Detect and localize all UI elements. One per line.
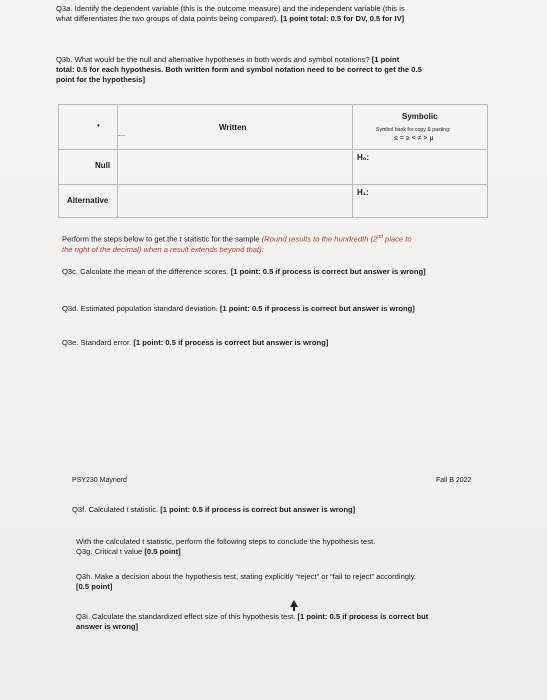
- q3e-text: Q3e. Standard error. [1 point: 0.5 if process is correct but answer is wrong]: [62, 338, 329, 347]
- written-header: Written: [219, 123, 247, 132]
- q3h-text: Q3h. Make a decision about the hypothesis test, stating explicitly “reject” or “fail to reject” accordingly. [0.5 point]: [76, 572, 417, 591]
- symbol-bank[interactable]: ≤ = ≥ < ≠ > μ: [394, 135, 434, 142]
- q3b-line3: point for the hypothesis]: [56, 75, 146, 84]
- q3b-line2: total: 0.5 for each hypothesis. Both written form and symbol notation need to be correct to get the 0.5: [56, 65, 422, 74]
- null-written-cell[interactable]: [118, 150, 352, 184]
- h1-label: H₁:: [357, 188, 369, 197]
- hypothesis-table: [58, 104, 488, 218]
- q3a-points: [1 point total: 0.5 for DV, 0.5 for IV]: [280, 14, 405, 23]
- table-corner-dot: •: [97, 121, 100, 130]
- symbol-bank-label: Symbol bank for copy & pasting:: [376, 127, 451, 133]
- q3a-text: [56, 4, 536, 24]
- q3a-line1: Q3a. Identify the dependent variable (this is the outcome measure) and the independent variable (this is: [56, 4, 405, 13]
- q3b-line1: Q3b. What would be the null and alternative hypotheses in both words and symbol notations? [1 point: [56, 55, 400, 64]
- q3c-text: Q3c. Calculate the mean of the difference scores. [1 point: 0.5 if process is correct but answer is wrong]: [62, 267, 426, 276]
- q3f-text: Q3f. Calculated t statistic. [1 point: 0.5 if process is correct but answer is wrong]: [72, 505, 356, 514]
- null-symbolic-cell[interactable]: [353, 150, 487, 184]
- t-statistic-instructions: Perform the steps below to get the t statistic for the sample (Round results to the hundredth (2nd place to the right of the decimal) when a result extends beyond that):: [62, 234, 412, 254]
- q3i-text: Q3i. Calculate the standardized effect size of this hypothesis test. [1 point: 0.5 if process is correct but answer is wrong]: [76, 612, 429, 631]
- table-tick: [117, 135, 125, 136]
- q3g-text: With the calculated t statistic, perform the following steps to conclude the hypothesis test. Q3g. Critical t value [0.5 point]: [76, 537, 516, 557]
- h0-label: H₀:: [357, 153, 370, 162]
- symbolic-header: Symbolic: [402, 112, 438, 121]
- null-label: Null: [95, 161, 111, 170]
- mouse-cursor-icon: [290, 600, 298, 607]
- q3d-text: Q3d. Estimated population standard deviation. [1 point: 0.5 if process is correct but answer is wrong]: [62, 304, 415, 313]
- alternative-symbolic-cell[interactable]: [353, 185, 487, 217]
- q3a-line2: what differentiates the two groups of data points being compared). [1 point total: 0.5 for DV, 0.5 for IV]: [56, 14, 405, 23]
- alternative-label: Alternative: [67, 196, 109, 205]
- footer-course: PSY230 Maynord: [72, 477, 127, 484]
- footer-term: Fall B 2022: [436, 477, 472, 484]
- q3b-text: [56, 55, 536, 85]
- q3g-intro: With the calculated t statistic, perform the following steps to conclude the hypothesis test.: [76, 537, 376, 546]
- alternative-written-cell[interactable]: [118, 185, 352, 217]
